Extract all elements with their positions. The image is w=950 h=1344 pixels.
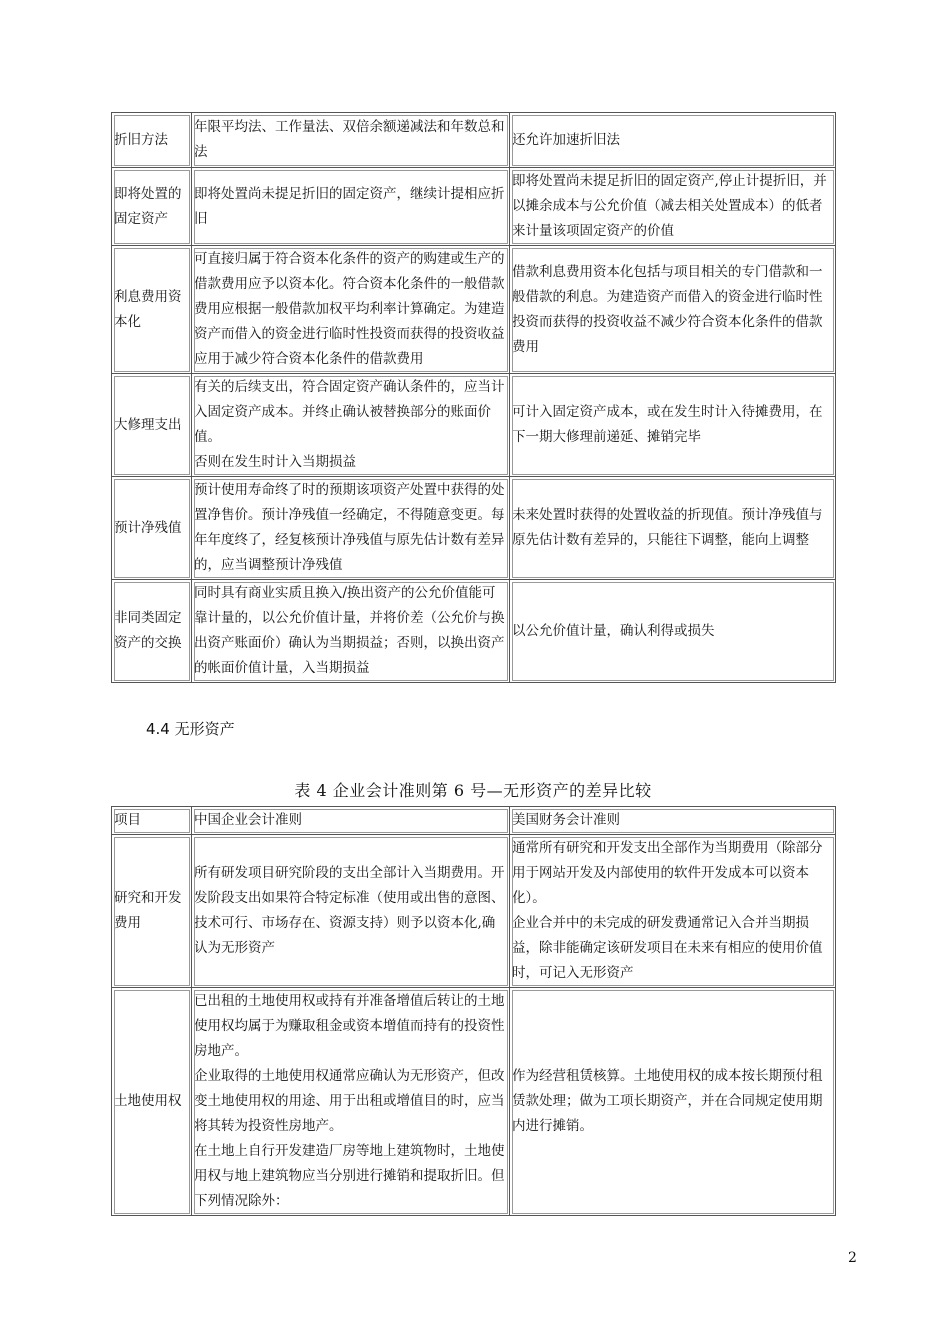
- us-standard-cell: 即将处置尚未提足折旧的固定资产,停止计提折旧，并以摊余成本与公允价值（减去相关处置成本）的低者来计量该项固定资产的价值: [510, 168, 836, 246]
- table-row: [112, 374, 836, 477]
- table-caption: 表 4 企业会计准则第 6 号—无形资产的差异比较: [294, 781, 652, 800]
- china-standard-cell: 所有研发项目研究阶段的支出全部计入当期费用。开发阶段支出如果符合特定标准（使用或出售的意图、技术可行、市场存在、资源支持）则予以资本化,确认为无形资产: [192, 835, 510, 988]
- china-standard-cell: 可直接归属于符合资本化条件的资产的购建或生产的借款费用应予以资本化。符合资本化条件的一般借款费用应根据一般借款加权平均利率计算确定。为建造资产而借入的资金进行临时性投资而获得的投资收益应用于减少符合资本化条件的借款费用: [192, 246, 510, 374]
- table-row: [112, 168, 836, 246]
- china-standard-cell: 即将处置尚未提足折旧的固定资产，继续计提相应折旧: [192, 168, 510, 246]
- intangible-asset-comparison-table: [111, 806, 836, 1216]
- row-label: 即将处置的固定资产: [112, 168, 192, 246]
- column-header-item: 项目: [112, 807, 192, 835]
- us-standard-cell: 以公允价值计量，确认利得或损失: [510, 580, 836, 683]
- table-row: [112, 477, 836, 580]
- row-label: 土地使用权: [112, 988, 192, 1216]
- us-standard-cell: 作为经营租赁核算。土地使用权的成本按长期预付租赁款处理；做为工项长期资产，并在合同规定使用期内进行摊销。: [510, 988, 836, 1216]
- table-row: [112, 988, 836, 1216]
- column-header-us: 美国财务会计准则: [510, 807, 836, 835]
- us-standard-cell: 还允许加速折旧法: [510, 113, 836, 168]
- china-standard-cell: 已出租的土地使用权或持有并准备增值后转让的土地使用权均属于为赚取租金或资本增值而持有的投资性房地产。 企业取得的土地使用权通常应确认为无形资产，但改变土地使用权的用途、用于出租或增值目的时，应当将其转为投资性房地产。 在土地上自行开发建造厂房等地上建筑物时，土地使用权与地上建筑物应当分别进行摊销和提取折旧。但下列情况除外：: [192, 988, 510, 1216]
- column-header-china: 中国企业会计准则: [192, 807, 510, 835]
- table-row: [112, 835, 836, 988]
- table-row: [112, 246, 836, 374]
- row-label: 预计净残值: [112, 477, 192, 580]
- table-header-row: [112, 807, 836, 835]
- row-label: 大修理支出: [112, 374, 192, 477]
- china-standard-cell: 有关的后续支出，符合固定资产确认条件的，应当计入固定资产成本。并终止确认被替换部分的账面价值。 否则在发生时计入当期损益: [192, 374, 510, 477]
- us-standard-cell: 通常所有研究和开发支出全部作为当期费用（除部分用于网站开发及内部使用的软件开发成本可以资本化）。 企业合并中的未完成的研发费通常记入合并当期损益，除非能确定该研发项目在未来有相应的使用价值时，可记入无形资产: [510, 835, 836, 988]
- china-standard-cell: 年限平均法、工作量法、双倍余额递减法和年数总和法: [192, 113, 510, 168]
- us-standard-cell: 借款利息费用资本化包括与项目相关的专门借款和一般借款的利息。为建造资产而借入的资金进行临时性投资而获得的投资收益不减少符合资本化条件的借款费用: [510, 246, 836, 374]
- row-label: 非同类固定资产的交换: [112, 580, 192, 683]
- section-heading: 4.4 无形资产: [146, 720, 235, 738]
- row-label: 利息费用资本化: [112, 246, 192, 374]
- us-standard-cell: 可计入固定资产成本，或在发生时计入待摊费用，在下一期大修理前递延、摊销完毕: [510, 374, 836, 477]
- page-number: 2: [848, 1250, 857, 1266]
- table-row: [112, 113, 836, 168]
- us-standard-cell: 未来处置时获得的处置收益的折现值。预计净残值与原先估计数有差异的，只能往下调整，能向上调整: [510, 477, 836, 580]
- fixed-asset-comparison-table: [111, 112, 836, 683]
- china-standard-cell: 预计使用寿命终了时的预期该项资产处置中获得的处置净售价。预计净残值一经确定，不得随意变更。每年年度终了，经复核预计净残值与原先估计数有差异的，应当调整预计净残值: [192, 477, 510, 580]
- table-row: [112, 580, 836, 683]
- row-label: 研究和开发费用: [112, 835, 192, 988]
- row-label: 折旧方法: [112, 113, 192, 168]
- china-standard-cell: 同时具有商业实质且换入/换出资产的公允价值能可靠计量的，以公允价值计量，并将价差（公允价与换出资产账面价）确认为当期损益；否则，以换出资产的帐面价值计量，入当期损益: [192, 580, 510, 683]
